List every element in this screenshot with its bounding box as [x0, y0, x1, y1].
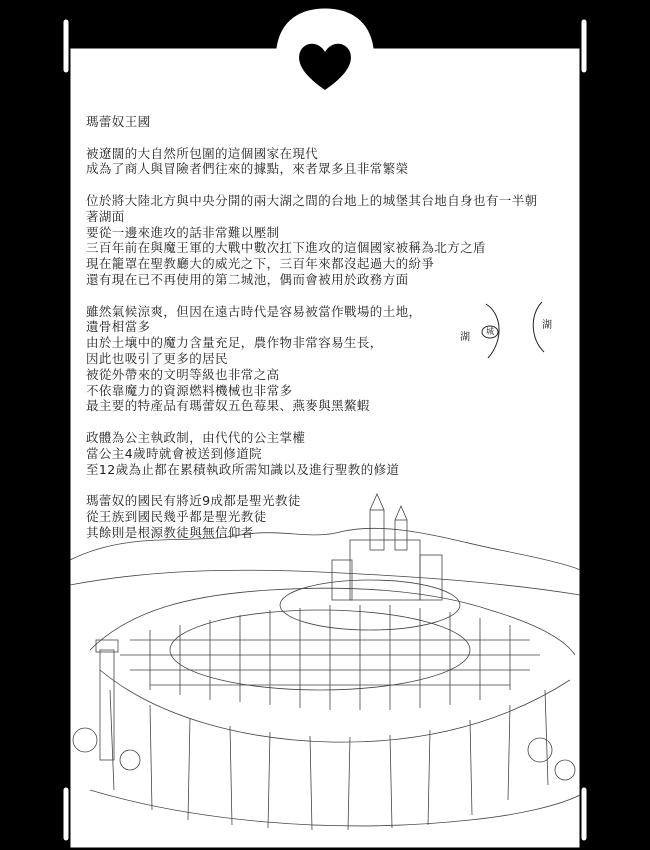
lake-left-label: 湖: [460, 332, 470, 343]
paragraph-3: 雖然氣候涼爽，但因在遠古時代是容易被當作戰場的土地， 遺骨相當多 由於土壤中的魔力含量充足，農作物非常容易生長， 因此也吸引了更多的居民 被從外帶來的文明等級也非常之高 不依靠魔力的資源燃料機械也非常多 最主要的特產品有瑪蕾奴五色莓果、燕麥與黑鰲蝦: [86, 303, 422, 414]
paragraph-4: 政體為公主執政制，由代代的公主掌權 當公主4歲時就會被送到修道院 至12歲為止都在累積執政所需知識以及進行聖教的修道: [86, 429, 400, 477]
castle-label: 城: [486, 327, 494, 336]
document-title: 瑪蕾奴王國: [86, 114, 151, 129]
lake-right-label: 湖: [542, 320, 552, 331]
paragraph-2: 位於將大陸北方與中央分開的兩大湖之間的台地上的城堡其台地自身也有一半朝 著湖面 要從一邊來進攻的話非常難以壓制 三百年前在與魔王軍的大戰中數次扛下進攻的這個國家被稱為北方之盾 現在籠罩在聖教廳大的威光之下，三百年來都沒起過大的紛爭 還有現在已不再使用的第二城池，偶而會被用於政務方面: [86, 192, 538, 287]
castle-town-illustration: [70, 490, 580, 835]
paragraph-1: 被遼闊的大自然所包圍的這個國家在現代 成為了商人與冒險者們往來的據點，來者眾多且非常繁榮: [86, 145, 409, 177]
paragraph-5: 瑪蕾奴的國民有將近9成都是聖光教徒 從王族到國民幾乎都是聖光教徒 其餘則是根源教徒與無信仰者: [86, 493, 301, 540]
